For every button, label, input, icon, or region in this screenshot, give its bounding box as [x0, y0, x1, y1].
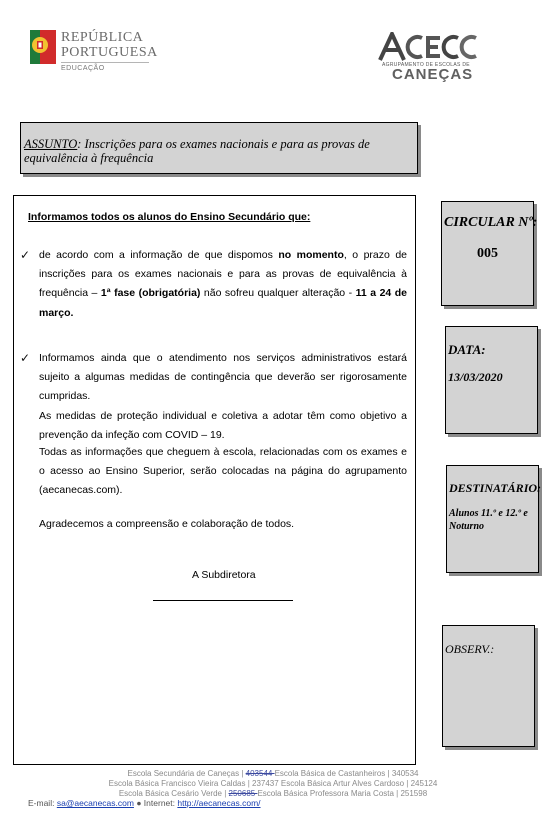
circular-label: CIRCULAR Nº:	[444, 215, 538, 230]
signature-line	[153, 600, 293, 601]
recipient-value: Alunos 11.º e 12.º e Noturno	[449, 508, 528, 532]
footer-code: 403544	[245, 769, 275, 778]
signer-title: A Subdiretora	[192, 569, 256, 581]
footer-text: Escola Básica Professora Maria Costa | 251598	[257, 789, 428, 798]
aecanecas-logo	[378, 32, 482, 83]
p2-text-b: As medidas de proteção individual e coletiva a adotar têm como objetivo a prevenção da infeção com COVID – 19.	[39, 409, 407, 441]
email-label: E-mail:	[28, 798, 57, 808]
coat-of-arms-icon	[30, 30, 56, 64]
checkmark-icon: ✓	[20, 351, 31, 365]
footer-text: Escola Básica Cesário Verde |	[118, 789, 229, 798]
logo-divider	[61, 62, 149, 63]
paragraph-contingency	[39, 349, 407, 445]
date-value: 13/03/2020	[448, 370, 503, 384]
p1-text-b: no momento	[278, 249, 344, 261]
checkmark-icon: ✓	[20, 248, 31, 262]
portuguesa-text: PORTUGUESA	[61, 45, 158, 60]
subject-label: ASSUNTO	[24, 137, 78, 151]
intro-heading: Informamos todos os alunos do Ensino Secundário que:	[28, 211, 311, 223]
footer-text: Escola Secundária de Caneças |	[127, 769, 246, 778]
date-label: DATA:	[448, 342, 486, 357]
footer-line-1	[0, 769, 546, 778]
website-link[interactable]: http://aecanecas.com/	[177, 798, 261, 808]
p2-text-a: Informamos ainda que o atendimento nos serviços administrativos estará sujeito a algumas medidas de contingência que deverão ser rigorosamente cumpridas.	[39, 352, 407, 403]
footer-text: Escola Básica de Castanheiros | 340534	[274, 769, 419, 778]
email-link[interactable]: sa@aecanecas.com	[56, 798, 134, 808]
p1-text-f: 11 a 24 de março.	[39, 287, 407, 319]
footer-line-3	[0, 789, 546, 798]
paragraph-thanks: Agradecemos a compreensão e colaboração de todos.	[39, 518, 295, 530]
footer-contacts	[28, 798, 261, 808]
subject-box	[20, 122, 418, 174]
aecanecas-monogram-icon	[378, 32, 478, 62]
notes-label: OBSERV.:	[445, 642, 495, 656]
paragraph-information: Todas as informações que cheguem à escola, relacionadas com os exames e o acesso ao Ensino Superior, serão colocadas na página do agrupamento (aecanecas.com).	[39, 446, 407, 497]
subject-value: : Inscrições para os exames nacionais e para as provas de equivalência à frequência	[24, 137, 370, 165]
footer-line-2: Escola Básica Francisco Vieira Caldas | 237437 Escola Básica Artur Alves Cardoso | 245124	[108, 779, 438, 788]
p1-text-c: , o prazo de inscrições para os exames nacionais e para as provas de equivalência à frequência –	[39, 249, 408, 300]
notes-box	[442, 625, 535, 747]
republica-portuguesa-logo	[30, 28, 160, 74]
paragraph-deadline	[39, 246, 407, 323]
canecas-text: CANEÇAS	[392, 66, 474, 83]
educacao-text: EDUCAÇÃO	[61, 65, 105, 72]
subject-text	[24, 137, 413, 165]
p1-text-d: 1ª fase (obrigatória)	[100, 287, 201, 300]
circular-box	[441, 201, 538, 306]
footer-code: 250685	[228, 789, 258, 798]
agrupamento-text: AGRUPAMENTO DE ESCOLAS DE	[382, 62, 470, 68]
date-box	[445, 326, 538, 434]
internet-label: ● Internet:	[133, 798, 178, 808]
circular-number: 005	[477, 246, 498, 261]
republica-text: REPÚBLICA	[61, 30, 144, 45]
recipient-label: DESTINATÁRIO:	[449, 481, 542, 495]
p1-text-a: de acordo com a informação de que dispomos	[39, 249, 279, 261]
p1-text-e: não sofreu qualquer alteração -	[200, 287, 356, 300]
recipient-box	[446, 465, 542, 573]
